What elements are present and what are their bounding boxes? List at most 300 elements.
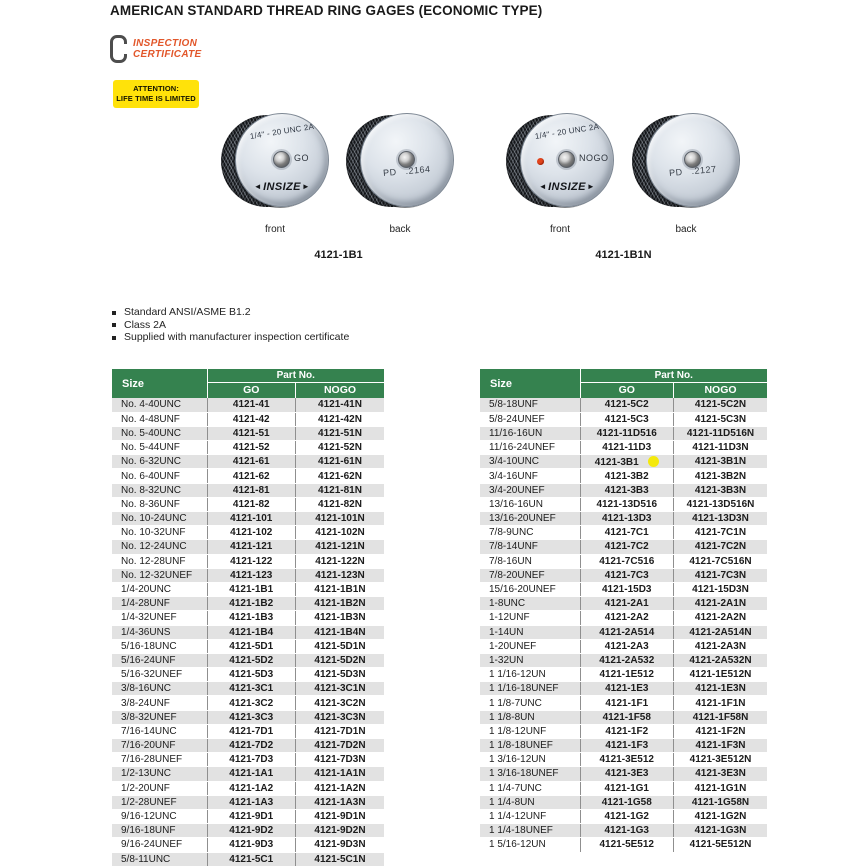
go-column-header: GO [580,382,674,398]
table-row [112,753,384,767]
thread-spec-text: 1/4" - 20 UNC 2A [249,121,315,142]
nogo-gage-back-image [632,113,740,210]
size-cell: 9/16-12UNC [112,809,207,823]
size-cell: 1 3/16-18UNEF [480,767,580,781]
nogo-cell: 4121-3B2N [674,469,768,483]
table-row [112,767,384,781]
nogo-cell: 4121-9D1N [296,809,385,823]
size-cell: No. 12-28UNF [112,554,207,568]
certificate-text [133,38,202,60]
nogo-cell: 4121-1E512N [674,668,768,682]
nogo-cell: 4121-82N [296,497,385,511]
size-cell: No. 8-32UNC [112,483,207,497]
nogo-cell: 4121-1E3N [674,682,768,696]
table-row [480,611,767,625]
go-cell: 4121-3B2 [580,469,674,483]
go-cell: 4121-51 [207,426,296,440]
nogo-cell: 4121-2A3N [674,639,768,653]
size-cell: 1 1/4-12UNF [480,809,580,823]
nogo-cell: 4121-1A3N [296,795,385,809]
table-row [112,625,384,639]
nogo-cell: 4121-3C2N [296,696,385,710]
nogo-cell: 4121-1F3N [674,739,768,753]
go-cell: 4121-3C2 [207,696,296,710]
nogo-cell: 4121-1G58N [674,795,768,809]
pitch-diameter-text: PD .2164 [382,163,431,179]
go-cell: 4121-82 [207,497,296,511]
nogo-cell: 4121-1F2N [674,724,768,738]
table-row [112,469,384,483]
nogo-cell: 4121-11D3N [674,441,768,455]
go-cell: 4121-7C516 [580,554,674,568]
go-cell: 4121-3C1 [207,682,296,696]
nogo-cell: 4121-1G1N [674,781,768,795]
nogo-cell: 4121-1G2N [674,809,768,823]
table-row [480,597,767,611]
go-cell: 4121-2A514 [580,625,674,639]
size-cell: 3/4-16UNF [480,469,580,483]
go-cell: 4121-1A2 [207,781,296,795]
size-cell: 3/4-20UNEF [480,483,580,497]
go-cell: 4121-41 [207,398,296,412]
insize-logo: ◄ INSIZE ► [236,181,328,193]
nogo-cell: 4121-3C3N [296,710,385,724]
go-cell: 4121-7D1 [207,724,296,738]
size-cell: 1 1/4-8UN [480,795,580,809]
size-cell: 13/16-16UN [480,497,580,511]
table-row [480,668,767,682]
table-row [112,739,384,753]
nogo-cell: 4121-7D1N [296,724,385,738]
nogo-cell: 4121-2A532N [674,653,768,667]
size-cell: No. 5-44UNF [112,441,207,455]
size-cell: No. 8-36UNF [112,497,207,511]
nogo-cell: 4121-3B1N [674,455,768,469]
partno-column-header: Part No. [207,369,384,382]
go-column-header: GO [207,382,296,398]
go-cell: 4121-102 [207,526,296,540]
feature-item: Supplied with manufacturer inspection certificate [112,331,349,344]
size-cell: 1/2-13UNC [112,767,207,781]
go-cell: 4121-1F1 [580,696,674,710]
size-cell: 5/16-24UNF [112,653,207,667]
nogo-cell: 4121-2A514N [674,625,768,639]
table-row [480,710,767,724]
size-cell: 1-8UNC [480,597,580,611]
go-cell: 4121-3C3 [207,710,296,724]
go-cell: 4121-7C2 [580,540,674,554]
go-gage-back-image [346,113,454,210]
go-cell: 4121-1F3 [580,739,674,753]
parts-table-left [112,369,384,867]
table-row [112,795,384,809]
table-row [112,852,384,866]
table-row [480,625,767,639]
nogo-cell: 4121-3E3N [674,767,768,781]
table-row [112,809,384,823]
go-cell: 4121-1F58 [580,710,674,724]
table-row [112,568,384,582]
nogo-cell: 4121-3B3N [674,483,768,497]
table-row [480,639,767,653]
nogo-column-header: NOGO [296,382,385,398]
table-row [112,554,384,568]
size-cell: 1/4-28UNF [112,597,207,611]
page-title: AMERICAN STANDARD THREAD RING GAGES (ECONOMIC TYPE) [110,3,543,18]
size-cell: 1 1/4-7UNC [480,781,580,795]
size-cell: 11/16-16UN [480,426,580,440]
go-cell: 4121-1G58 [580,795,674,809]
go-cell: 4121-9D2 [207,824,296,838]
table-row [112,668,384,682]
go-cell: 4121-7C3 [580,568,674,582]
go-cell: 4121-7D2 [207,739,296,753]
nogo-cell: 4121-1B4N [296,625,385,639]
table-row [480,412,767,426]
table-row [480,568,767,582]
nogo-cell: 4121-1F58N [674,710,768,724]
size-cell: 1 1/8-18UNEF [480,739,580,753]
go-cell: 4121-52 [207,441,296,455]
size-cell: 1-20UNEF [480,639,580,653]
size-cell: 9/16-24UNEF [112,838,207,852]
go-cell: 4121-81 [207,483,296,497]
go-cell: 4121-11D3 [580,441,674,455]
attention-badge [113,80,199,108]
table-row [112,497,384,511]
size-cell: No. 6-40UNF [112,469,207,483]
product-caption-go: 4121-1B1 [314,249,363,261]
go-cell: 4121-3E512 [580,753,674,767]
size-cell: 7/8-16UN [480,554,580,568]
go-cell: 4121-61 [207,455,296,469]
nogo-cell: 4121-102N [296,526,385,540]
nogo-cell: 4121-122N [296,554,385,568]
nogo-cell: 4121-5C3N [674,412,768,426]
size-cell: 1 1/8-12UNF [480,724,580,738]
size-cell: No. 12-24UNC [112,540,207,554]
go-cell: 4121-1A1 [207,767,296,781]
table-row [480,526,767,540]
size-cell: 1 1/16-18UNEF [480,682,580,696]
parts-table-body [480,398,767,852]
back-label: back [675,224,697,235]
size-cell: No. 4-48UNF [112,412,207,426]
size-cell: 5/8-11UNC [112,852,207,866]
size-cell: 15/16-20UNEF [480,582,580,596]
table-row [112,653,384,667]
size-cell: 1/4-32UNEF [112,611,207,625]
inspection-certificate-badge [110,35,220,65]
table-row [480,753,767,767]
table-row [480,497,767,511]
pitch-diameter-text: PD .2127 [668,163,717,179]
table-row [112,724,384,738]
go-cell: 4121-7C1 [580,526,674,540]
nogo-cell: 4121-5C2N [674,398,768,412]
nogo-cell: 4121-7C3N [674,568,768,582]
size-cell: 1 1/8-8UN [480,710,580,724]
go-cell: 4121-1B3 [207,611,296,625]
nogo-cell: 4121-7C516N [674,554,768,568]
partno-column-header: Part No. [580,369,767,382]
size-cell: 1 5/16-12UN [480,838,580,852]
table-row [112,710,384,724]
nogo-cell: 4121-81N [296,483,385,497]
table-row [112,597,384,611]
nogo-cell: 4121-51N [296,426,385,440]
go-cell: 4121-2A532 [580,653,674,667]
nogo-cell: 4121-101N [296,512,385,526]
go-cell: 4121-62 [207,469,296,483]
nogo-cell: 4121-9D3N [296,838,385,852]
size-cell: 5/8-18UNF [480,398,580,412]
go-cell: 4121-3B1 [580,455,674,469]
table-row [112,582,384,596]
go-cell: 4121-1F2 [580,724,674,738]
size-cell: No. 6-32UNC [112,455,207,469]
go-cell: 4121-5E512 [580,838,674,852]
gage-face [235,113,329,207]
table-row [480,512,767,526]
size-cell: 5/16-32UNEF [112,668,207,682]
nogo-cell: 4121-1A2N [296,781,385,795]
gage-face [360,113,454,207]
nogo-cell: 4121-13D516N [674,497,768,511]
nogo-cell: 4121-1B3N [296,611,385,625]
table-row [112,540,384,554]
table-row [112,512,384,526]
attention-line2: LIFE TIME IS LIMITED [116,93,196,103]
size-cell: 5/16-18UNC [112,639,207,653]
table-row [480,781,767,795]
go-cell: 4121-5D3 [207,668,296,682]
table-row [480,795,767,809]
table-row [112,412,384,426]
size-cell: No. 10-24UNC [112,512,207,526]
size-cell: 3/8-16UNC [112,682,207,696]
certificate-clip-icon [110,35,127,63]
attention-line1: ATTENTION: [133,84,179,93]
size-cell: 3/8-24UNF [112,696,207,710]
table-row [480,469,767,483]
feature-list [112,306,349,344]
table-row [112,824,384,838]
table-row [480,682,767,696]
nogo-cell: 4121-1B1N [296,582,385,596]
go-cell: 4121-121 [207,540,296,554]
nogo-gage-front-image [506,113,614,210]
go-cell: 4121-42 [207,412,296,426]
table-row [480,483,767,497]
certificate-line2: CERTIFICATE [133,49,202,60]
go-cell: 4121-1B4 [207,625,296,639]
nogo-cell: 4121-1B2N [296,597,385,611]
nogo-column-header: NOGO [674,382,768,398]
nogo-cell: 4121-41N [296,398,385,412]
nogo-cell: 4121-3E512N [674,753,768,767]
table-row [480,455,767,469]
size-cell: No. 5-40UNC [112,426,207,440]
nogo-red-dot [537,158,544,165]
table-row [480,441,767,455]
size-cell: No. 4-40UNC [112,398,207,412]
nogo-cell: 4121-61N [296,455,385,469]
go-cell: 4121-5D2 [207,653,296,667]
nogo-cell: 4121-5D3N [296,668,385,682]
table-row [112,639,384,653]
nogo-cell: 4121-5E512N [674,838,768,852]
table-row [480,824,767,838]
table-row [112,696,384,710]
size-cell: 1/4-20UNC [112,582,207,596]
table-row [112,426,384,440]
size-cell: 13/16-20UNEF [480,512,580,526]
table-row [480,739,767,753]
go-cell: 4121-13D3 [580,512,674,526]
go-cell: 4121-1B1 [207,582,296,596]
nogo-cell: 4121-123N [296,568,385,582]
go-cell: 4121-5C1 [207,852,296,866]
size-cell: 7/16-14UNC [112,724,207,738]
parts-table-right [480,369,767,853]
go-cell: 4121-5C2 [580,398,674,412]
table-row [480,426,767,440]
go-cell: 4121-9D1 [207,809,296,823]
nogo-cell: 4121-9D2N [296,824,385,838]
table-row [112,455,384,469]
size-cell: 1 1/8-7UNC [480,696,580,710]
nogo-cell: 4121-2A1N [674,597,768,611]
go-label: GO [294,153,310,163]
nogo-cell: 4121-1G3N [674,824,768,838]
size-cell: 1-14UN [480,625,580,639]
table-row [112,611,384,625]
nogo-cell: 4121-13D3N [674,512,768,526]
table-row [480,809,767,823]
table-row [112,838,384,852]
nogo-cell: 4121-7D3N [296,753,385,767]
table-row [480,582,767,596]
size-cell: 5/8-24UNEF [480,412,580,426]
gage-face [520,113,614,207]
table-row [480,653,767,667]
size-cell: 9/16-18UNF [112,824,207,838]
feature-item: Standard ANSI/ASME B1.2 [112,306,349,319]
nogo-cell: 4121-15D3N [674,582,768,596]
gage-hole [558,151,575,168]
table-row [112,682,384,696]
nogo-cell: 4121-5C1N [296,852,385,866]
nogo-cell: 4121-7C2N [674,540,768,554]
go-cell: 4121-123 [207,568,296,582]
size-cell: 7/16-20UNF [112,739,207,753]
nogo-cell: 4121-1A1N [296,767,385,781]
nogo-cell: 4121-1F1N [674,696,768,710]
nogo-cell: 4121-42N [296,412,385,426]
size-cell: 1/4-36UNS [112,625,207,639]
go-cell: 4121-1B2 [207,597,296,611]
feature-item: Class 2A [112,319,349,332]
go-cell: 4121-2A1 [580,597,674,611]
product-caption-nogo: 4121-1B1N [595,249,652,261]
nogo-cell: 4121-3C1N [296,682,385,696]
parts-table-body [112,398,384,866]
front-label: front [549,224,570,235]
table-row [480,554,767,568]
table-row [480,398,767,412]
insize-logo: ◄ INSIZE ► [521,181,613,193]
nogo-cell: 4121-5D2N [296,653,385,667]
size-cell: 1 1/16-12UN [480,668,580,682]
table-row [480,838,767,852]
size-cell: 11/16-24UNEF [480,441,580,455]
go-cell: 4121-1G1 [580,781,674,795]
highlight-marker [648,456,659,467]
go-cell: 4121-1E3 [580,682,674,696]
size-cell: No. 12-32UNEF [112,568,207,582]
size-cell: No. 10-32UNF [112,526,207,540]
table-row [480,724,767,738]
table-row [480,767,767,781]
nogo-cell: 4121-7D2N [296,739,385,753]
go-cell: 4121-2A2 [580,611,674,625]
go-cell: 4121-15D3 [580,582,674,596]
size-column-header: Size [112,369,207,398]
go-cell: 4121-1A3 [207,795,296,809]
table-row [112,398,384,412]
nogo-label: NOGO [579,153,609,163]
go-cell: 4121-1G2 [580,809,674,823]
size-cell: 1 3/16-12UN [480,753,580,767]
thread-spec-text: 1/4" - 20 UNC 2A [534,121,600,142]
go-cell: 4121-9D3 [207,838,296,852]
go-cell: 4121-5C3 [580,412,674,426]
size-cell: 7/8-14UNF [480,540,580,554]
go-cell: 4121-7D3 [207,753,296,767]
go-cell: 4121-122 [207,554,296,568]
go-cell: 4121-5D1 [207,639,296,653]
nogo-cell: 4121-121N [296,540,385,554]
go-gage-front-image [221,113,329,210]
table-row [112,441,384,455]
gage-hole [273,151,290,168]
table-row [480,540,767,554]
size-cell: 1 1/4-18UNEF [480,824,580,838]
go-cell: 4121-11D516 [580,426,674,440]
nogo-cell: 4121-7C1N [674,526,768,540]
size-cell: 3/4-10UNC [480,455,580,469]
go-cell: 4121-13D516 [580,497,674,511]
size-cell: 1-32UN [480,653,580,667]
size-column-header: Size [480,369,580,398]
nogo-cell: 4121-5D1N [296,639,385,653]
nogo-cell: 4121-2A2N [674,611,768,625]
gage-face [646,113,740,207]
table-row [112,526,384,540]
size-cell: 1-12UNF [480,611,580,625]
size-cell: 1/2-20UNF [112,781,207,795]
nogo-cell: 4121-52N [296,441,385,455]
go-cell: 4121-1E512 [580,668,674,682]
size-cell: 7/16-28UNEF [112,753,207,767]
nogo-cell: 4121-11D516N [674,426,768,440]
table-row [112,781,384,795]
go-cell: 4121-1G3 [580,824,674,838]
table-row [480,696,767,710]
certificate-line1: INSPECTION [133,38,198,49]
go-cell: 4121-3B3 [580,483,674,497]
